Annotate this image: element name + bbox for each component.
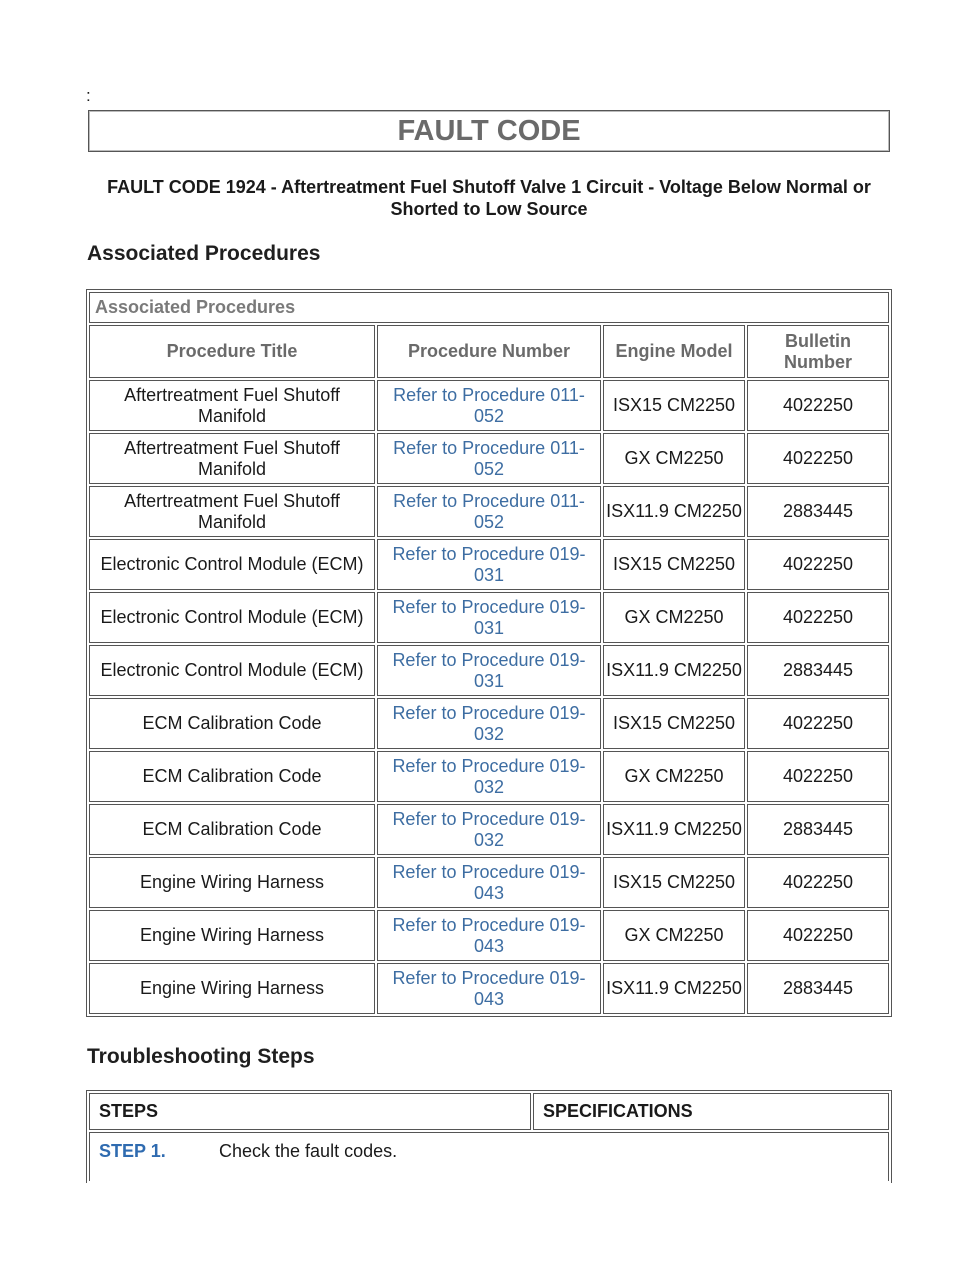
bulletin-number-cell: 4022250 — [782, 925, 854, 945]
procedure-number-link[interactable]: Refer to Procedure 011-052 — [393, 384, 585, 426]
procedure-title-cell: ECM Calibration Code — [142, 819, 322, 839]
table-cell — [603, 645, 745, 696]
bulletin-number-cell: 4022250 — [782, 872, 854, 892]
fault-code-heading: FAULT CODE 1924 - Aftertreatment Fuel Shutoff Valve 1 Circuit - Voltage Below Normal or Shorted to Low Source — [107, 177, 871, 219]
table-cell — [747, 857, 889, 908]
table-cell — [747, 486, 889, 537]
table-cell — [603, 857, 745, 908]
engine-model-cell: ISX11.9 CM2250 — [606, 501, 742, 521]
step-1-text: Check the fault codes. — [219, 1141, 398, 1161]
procedure-number-link[interactable]: Refer to Procedure 019-032 — [392, 808, 586, 850]
engine-model-cell: ISX11.9 CM2250 — [606, 978, 742, 998]
procedure-title-cell: Electronic Control Module (ECM) — [100, 554, 364, 574]
table-cell — [377, 751, 601, 802]
bulletin-number-cell: 4022250 — [782, 395, 854, 415]
table-cell — [89, 963, 375, 1014]
procedure-number-link[interactable]: Refer to Procedure 019-031 — [392, 596, 586, 638]
table-cell — [89, 910, 375, 961]
engine-model-cell: ISX15 CM2250 — [612, 713, 736, 733]
column-header-specifications: SPECIFICATIONS — [533, 1093, 889, 1130]
table-cell — [377, 433, 601, 484]
procedure-title-cell: Engine Wiring Harness — [139, 872, 325, 892]
table-cell — [89, 433, 375, 484]
step-1-label[interactable]: STEP 1. — [99, 1141, 166, 1161]
procedure-number-link[interactable]: Refer to Procedure 019-032 — [392, 755, 586, 797]
procedure-number-link[interactable]: Refer to Procedure 019-031 — [392, 649, 586, 691]
table-cell — [89, 539, 375, 590]
bulletin-number-cell: 2883445 — [782, 819, 854, 839]
table-cell — [603, 486, 745, 537]
troubleshooting-steps-heading: Troubleshooting Steps — [87, 1045, 315, 1068]
table-cell — [747, 592, 889, 643]
table-cell — [603, 380, 745, 431]
table-cell — [747, 910, 889, 961]
bulletin-number-cell: 4022250 — [782, 766, 854, 786]
table-row — [89, 380, 889, 431]
column-header-bulletin-number: Bulletin Number — [747, 325, 889, 378]
table-cell — [603, 910, 745, 961]
procedure-number-link[interactable]: Refer to Procedure 019-032 — [392, 702, 586, 744]
procedure-number-link[interactable]: Refer to Procedure 011-052 — [393, 490, 585, 532]
table-cell — [377, 910, 601, 961]
column-header-steps: STEPS — [89, 1093, 531, 1130]
table-row — [89, 433, 889, 484]
table-cell — [89, 592, 375, 643]
engine-model-cell: ISX15 CM2250 — [612, 872, 736, 892]
column-header-procedure-title: Procedure Title — [89, 325, 375, 378]
procedure-number-link[interactable]: Refer to Procedure 019-043 — [392, 914, 586, 956]
table-cell — [747, 963, 889, 1014]
table-cell — [603, 592, 745, 643]
engine-model-cell: GX CM2250 — [624, 766, 724, 786]
table-caption: Associated Procedures — [89, 292, 889, 323]
table-cell — [747, 645, 889, 696]
table-cell — [89, 698, 375, 749]
table-cell — [377, 486, 601, 537]
table-cell — [377, 645, 601, 696]
table-cell — [89, 857, 375, 908]
table-row — [89, 645, 889, 696]
procedure-title-cell: Engine Wiring Harness — [139, 925, 325, 945]
fault-code-banner: FAULT CODE — [88, 110, 890, 152]
associated-procedures-heading: Associated Procedures — [87, 242, 321, 265]
table-row — [89, 857, 889, 908]
bulletin-number-cell: 4022250 — [782, 713, 854, 733]
bulletin-number-cell: 2883445 — [782, 660, 854, 680]
table-cell — [603, 804, 745, 855]
table-row — [89, 486, 889, 537]
engine-model-cell: GX CM2250 — [624, 607, 724, 627]
table-cell — [377, 804, 601, 855]
column-header-procedure-number: Procedure Number — [377, 325, 601, 378]
procedure-title-cell: Aftertreatment Fuel Shutoff Manifold — [124, 384, 340, 426]
table-cell — [89, 751, 375, 802]
procedure-number-link[interactable]: Refer to Procedure 019-043 — [392, 967, 586, 1009]
table-cell — [603, 751, 745, 802]
engine-model-cell: ISX11.9 CM2250 — [606, 819, 742, 839]
table-cell — [747, 539, 889, 590]
bulletin-number-cell: 2883445 — [782, 501, 854, 521]
procedure-number-link[interactable]: Refer to Procedure 019-043 — [392, 861, 586, 903]
table-cell — [377, 963, 601, 1014]
bulletin-number-cell: 2883445 — [782, 978, 854, 998]
table-cell — [603, 698, 745, 749]
procedure-title-cell: Electronic Control Module (ECM) — [100, 607, 364, 627]
table-row — [89, 592, 889, 643]
table-row — [89, 698, 889, 749]
procedure-title-cell: ECM Calibration Code — [142, 766, 322, 786]
table-cell — [747, 698, 889, 749]
associated-procedures-table — [86, 289, 892, 1017]
procedure-title-cell: ECM Calibration Code — [142, 713, 322, 733]
table-cell — [377, 539, 601, 590]
table-cell — [377, 592, 601, 643]
table-cell — [89, 486, 375, 537]
table-cell — [89, 804, 375, 855]
step-row — [89, 1132, 889, 1181]
table-cell — [89, 645, 375, 696]
table-cell — [747, 433, 889, 484]
table-cell — [377, 857, 601, 908]
table-cell — [747, 804, 889, 855]
table-cell — [377, 380, 601, 431]
table-cell — [603, 963, 745, 1014]
table-cell — [377, 698, 601, 749]
bulletin-number-cell: 4022250 — [782, 607, 854, 627]
column-header-engine-model: Engine Model — [603, 325, 745, 378]
bulletin-number-cell: 4022250 — [782, 448, 854, 468]
table-row — [89, 963, 889, 1014]
engine-model-cell: GX CM2250 — [624, 925, 724, 945]
procedure-title-cell: Engine Wiring Harness — [139, 978, 325, 998]
troubleshooting-table — [86, 1090, 892, 1183]
table-cell — [747, 751, 889, 802]
procedure-number-link[interactable]: Refer to Procedure 019-031 — [392, 543, 586, 585]
procedure-number-link[interactable]: Refer to Procedure 011-052 — [393, 437, 585, 479]
engine-model-cell: GX CM2250 — [624, 448, 724, 468]
table-cell — [89, 380, 375, 431]
procedure-title-cell: Aftertreatment Fuel Shutoff Manifold — [124, 437, 340, 479]
table-cell — [747, 380, 889, 431]
table-cell — [603, 539, 745, 590]
procedure-title-cell: Aftertreatment Fuel Shutoff Manifold — [124, 490, 340, 532]
stray-colon-mark: : — [86, 86, 91, 105]
engine-model-cell: ISX15 CM2250 — [612, 395, 736, 415]
engine-model-cell: ISX15 CM2250 — [612, 554, 736, 574]
procedure-title-cell: Electronic Control Module (ECM) — [100, 660, 364, 680]
table-row — [89, 751, 889, 802]
table-row — [89, 804, 889, 855]
table-row — [89, 539, 889, 590]
bulletin-number-cell: 4022250 — [782, 554, 854, 574]
table-cell — [603, 433, 745, 484]
table-row — [89, 910, 889, 961]
engine-model-cell: ISX11.9 CM2250 — [606, 660, 742, 680]
